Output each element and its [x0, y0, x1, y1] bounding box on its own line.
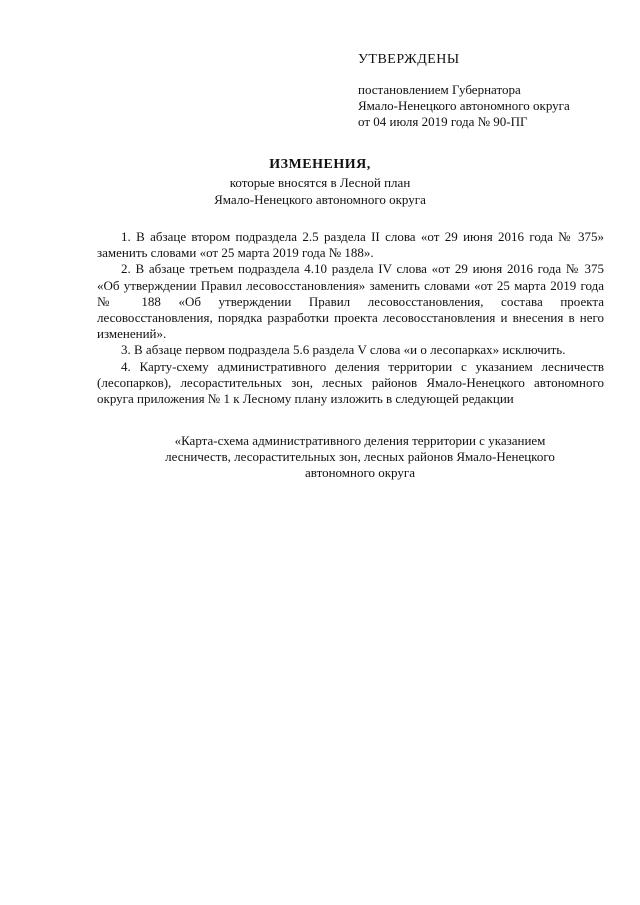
map-title-quote — [140, 433, 580, 481]
approval-line: Ямало-Ненецкого автономного округа — [358, 98, 570, 113]
approval-reference — [358, 82, 570, 130]
quote-line: лесничеств, лесорастительных зон, лесных районов Ямало-Ненецкого — [165, 449, 555, 464]
document-title: ИЗМЕНЕНИЯ, — [269, 157, 371, 172]
amendment-item-1: 1. В абзаце втором подраздела 2.5 раздела II слова «от 29 июня 2016 года № 375» заменить словами «от 25 марта 2019 года № 188». — [97, 229, 604, 261]
amendment-item-2: 2. В абзаце третьем подраздела 4.10 раздела IV слова «от 29 июня 2016 года № 375 «Об утверждении Правил лесовосстановления» заменить словами «от 25 марта 2019 года № 188 «Об утверждении Правил лесовосстановления, состава проекта лесовосстановления, порядка разработки проекта лесовосстановления и внесения в него изменений». — [97, 261, 604, 342]
approved-stamp-label: УТВЕРЖДЕНЫ — [358, 52, 460, 67]
document-title-block — [0, 156, 640, 208]
amendment-item-4: 4. Карту-схему административного деления территории с указанием лесничеств (лесопарков), лесорастительных зон, лесных районов Ямало-Ненецкого автономного округа приложения № 1 к Лесному плану изложить в следующей редакции — [97, 358, 604, 407]
amendment-item-3: 3. В абзаце первом подраздела 5.6 раздела V слова «и о лесопарках» исключить. — [121, 342, 566, 358]
subtitle-line: которые вносятся в Лесной план — [229, 175, 411, 190]
quote-line: автономного округа — [305, 465, 415, 480]
approval-line: постановлением Губернатора — [358, 82, 521, 97]
subtitle-line: Ямало-Ненецкого автономного округа — [214, 192, 426, 207]
amendments-list — [97, 229, 604, 407]
approval-line: от 04 июля 2019 года № 90-ПГ — [358, 114, 528, 129]
quote-line: «Карта-схема административного деления территории с указанием — [174, 433, 546, 448]
document-subtitle — [0, 174, 640, 208]
